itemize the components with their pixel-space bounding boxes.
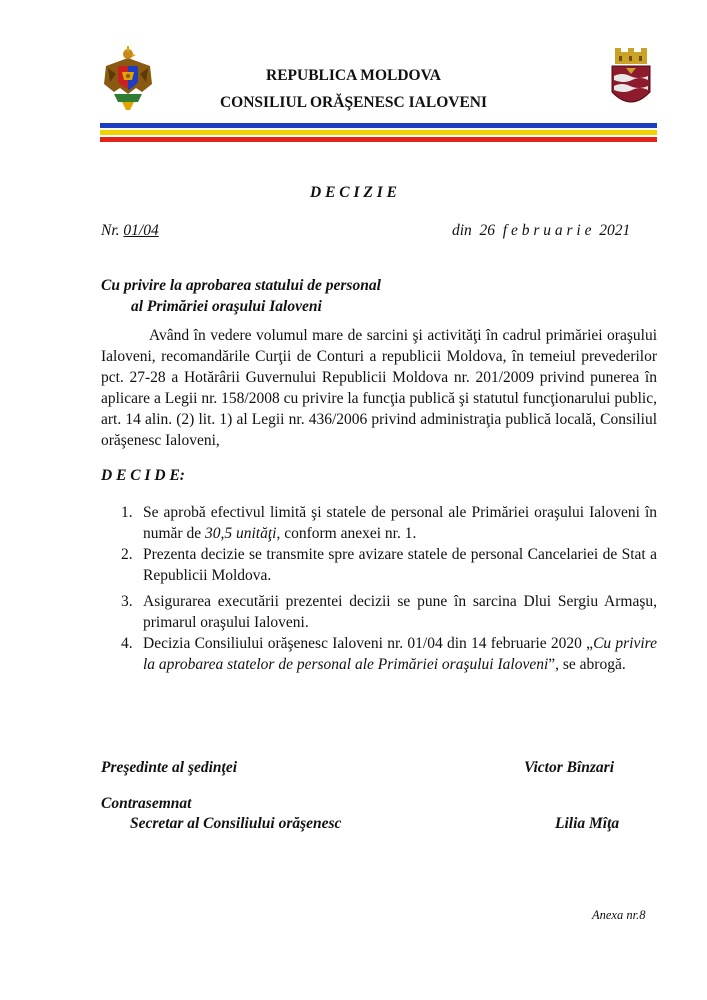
- item-number: 4.: [121, 635, 133, 652]
- decision-number: [101, 222, 159, 240]
- decision-item-3: [121, 591, 657, 633]
- countersigned-label: Contrasemnat: [101, 795, 192, 812]
- secretary-title: Secretar al Consiliului orăşenesc: [130, 815, 342, 832]
- item-text: Decizia Consiliului orăşenesc Ialoveni nr. 01/04 din 14 februarie 2020 „Cu privire la aprobarea statelor de personal ale Primăriei oraşului Ialoveni”, se abrogă.: [143, 635, 658, 673]
- item-number: 3.: [121, 593, 133, 610]
- decision-date: din 26 f e b r u a r i e 2021: [452, 222, 631, 239]
- secretary-name: Lilia Mîţa: [555, 815, 620, 832]
- stripe-blue: [100, 123, 657, 128]
- item-number: 2.: [121, 546, 133, 563]
- chair-name: Victor Bînzari: [524, 759, 615, 776]
- decision-item-4: [121, 633, 657, 675]
- decision-item-2: [121, 544, 657, 586]
- stripe-yellow: [100, 130, 657, 135]
- decision-number-value: 01/04: [123, 222, 159, 239]
- header-council: CONSILIUL ORĂŞENESC IALOVENI: [219, 94, 488, 111]
- item-text: Asigurarea executării prezentei decizii se pune în sarcina Dlui Sergiu Armaşu, primarul oraşului Ialoveni.: [143, 593, 657, 631]
- item-text: Se aprobă efectivul limită şi statele de personal ale Primăriei oraşului Ialoveni în număr de 30,5 unităţi, conform anexei nr. 1.: [143, 504, 657, 542]
- chair-title: Preşedinte al şedinţei: [101, 759, 238, 776]
- subject-line-2: al Primăriei oraşului Ialoveni: [131, 298, 322, 315]
- annex-label: Anexa nr.8: [592, 908, 646, 922]
- decision-number-prefix: Nr.: [101, 222, 120, 239]
- stripe-red: [100, 137, 657, 142]
- decision-item-1: [121, 502, 657, 544]
- decide-heading: D E C I D E:: [101, 467, 185, 484]
- subject-line-1: Cu privire la aprobarea statului de personal: [101, 277, 381, 294]
- document-title: D E C I Z I E: [310, 184, 397, 201]
- item-number: 1.: [121, 504, 133, 521]
- header-country: REPUBLICA MOLDOVA: [266, 67, 441, 84]
- item-text: Prezenta decizie se transmite spre avizare statele de personal Cancelariei de Stat a Republicii Moldova.: [143, 546, 657, 584]
- preamble-paragraph: Având în vedere volumul mare de sarcini şi activităţi în cadrul primăriei oraşului Ialoveni, recomandările Curţii de Conturi a republicii Moldova, în temeiul prevederilor pct. 27-28 a Hotărârii Guvernului Republicii Moldova nr. 201/2009 privind punerea în aplicare a Legii nr. 158/2008 cu privire la funcţia publică şi statutul funcţionarului public, art. 14 alin. (2) lit. 1) al Legii nr. 436/2006 privind administraţia publică locală, Consiliul orăşenesc Ialoveni,: [101, 327, 657, 449]
